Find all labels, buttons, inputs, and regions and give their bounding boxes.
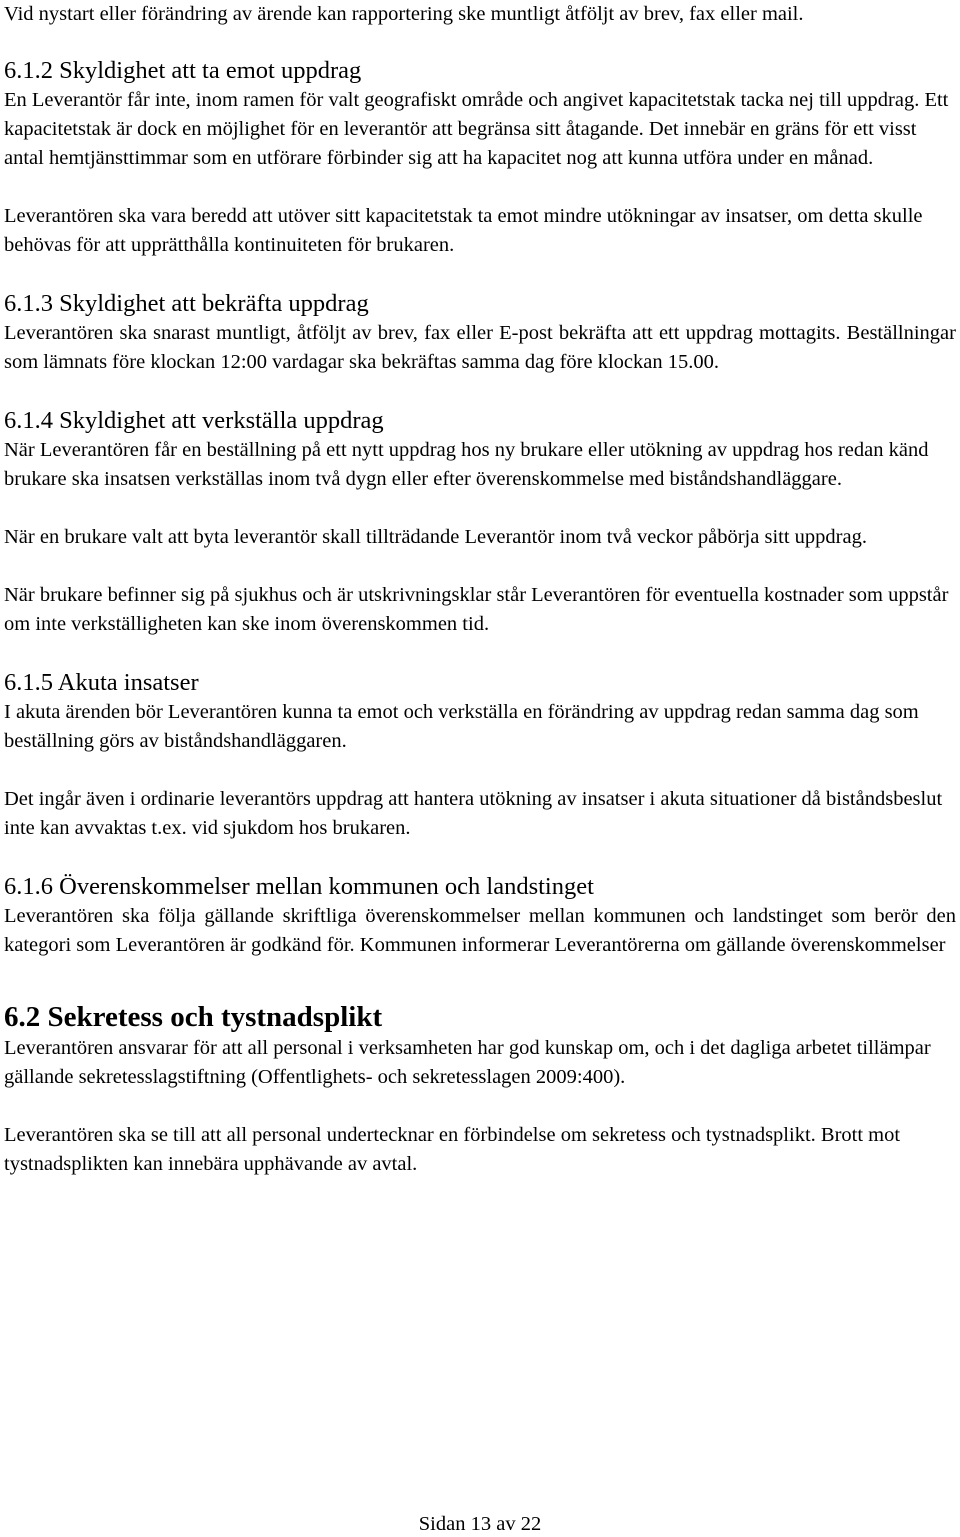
paragraph-6-1-3-a: Leverantören ska snarast muntligt, åtföljt av brev, fax eller E-post bekräfta att ett uppdrag mottagits. Beställningar som lämnats före klockan 12:00 vardagar ska bekräftas samma dag före klockan 15.00.	[4, 322, 956, 373]
heading-6-1-2: 6.1.2 Skyldighet att ta emot uppdrag	[4, 57, 362, 84]
paragraph-6-1-4-b: När en brukare valt att byta leverantör skall tillträdande Leverantör inom två veckor påbörja sitt uppdrag.	[4, 526, 867, 548]
heading-6-2: 6.2 Sekretess och tystnadsplikt	[4, 1001, 383, 1033]
paragraph-6-1-5-a: I akuta ärenden bör Leverantören kunna ta emot och verkställa en förändring av uppdrag redan samma dag som beställning görs av biståndshandläggaren.	[4, 701, 919, 752]
paragraph-6-2-a: Leverantören ansvarar för att all personal i verksamheten har god kunskap om, och i det dagliga arbetet tillämpar gällande sekretesslagstiftning (Offentlighets- och sekretesslagen 2009:400).	[4, 1037, 931, 1088]
intro-paragraph: Vid nystart eller förändring av ärende kan rapportering ske muntligt åtföljt av brev, fax eller mail.	[4, 3, 804, 25]
paragraph-6-2-b: Leverantören ska se till att all personal undertecknar en förbindelse om sekretess och tystnadsplikt. Brott mot tystnadsplikten kan innebära upphävande av avtal.	[4, 1124, 901, 1175]
paragraph-6-1-4-c: När brukare befinner sig på sjukhus och är utskrivningsklar står Leverantören för eventuella kostnader som uppstår om inte verkställigheten kan ske inom överenskommen tid.	[4, 584, 949, 635]
page-number-footer: Sidan 13 av 22	[418, 1513, 542, 1535]
paragraph-6-1-5-b: Det ingår även i ordinarie leverantörs uppdrag att hantera utökning av insatser i akuta situationer då biståndsbeslut inte kan avvaktas t.ex. vid sjukdom hos brukaren.	[4, 788, 943, 839]
heading-6-1-3: 6.1.3 Skyldighet att bekräfta uppdrag	[4, 290, 369, 317]
heading-6-1-6: 6.1.6 Överenskommelser mellan kommunen och landstinget	[4, 873, 594, 900]
paragraph-6-1-4-a: När Leverantören får en beställning på ett nytt uppdrag hos ny brukare eller utökning av uppdrag hos redan känd brukare ska insatsen verkställas inom två dygn eller efter överenskommelse med biståndshandläggare.	[4, 439, 929, 490]
heading-6-1-4: 6.1.4 Skyldighet att verkställa uppdrag	[4, 407, 384, 434]
heading-6-1-5: 6.1.5 Akuta insatser	[4, 669, 199, 696]
paragraph-6-1-6-a: Leverantören ska följa gällande skriftliga överenskommelser mellan kommunen och landstinget som berör den kategori som Leverantören är godkänd för. Kommunen informerar Leverantörerna om gällande överenskommelser	[4, 905, 956, 956]
paragraph-6-1-2-a: En Leverantör får inte, inom ramen för valt geografiskt område och angivet kapacitetstak tacka nej till uppdrag. Ett kapacitetstak är dock en möjlighet för en leverantör att begränsa sitt åtagande. Det innebär en gräns för ett visst antal hemtjänsttimmar som en utförare förbinder sig att ha kapacitet nog att kunna utföra under en månad.	[4, 89, 949, 169]
paragraph-6-1-2-b: Leverantören ska vara beredd att utöver sitt kapacitetstak ta emot mindre utökningar av insatser, om detta skulle behövas för att upprätthålla kontinuiteten för brukaren.	[4, 205, 923, 256]
